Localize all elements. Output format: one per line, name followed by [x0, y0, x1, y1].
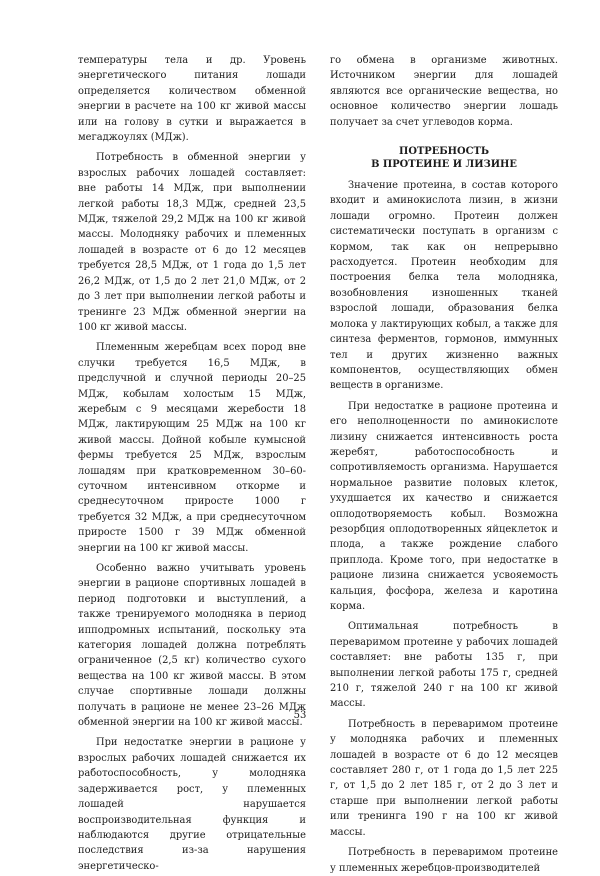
- paragraph: Значение протеина, в состав которого входит и аминокислота лизин, в жизни лошади огромно. Протеин должен систематически поступать в организм с кормом, так как он непрерывно расходуется. Протеин необходим для построения белка тела молодняка, возобновления изношенных тканей взрослой лошади, образования белка молока у лактирующих кобыл, а также для синтеза ферментов, гормонов, иммунных тел и других жизненно важных компонентов, осуществляющих обмен веществ в организме.: [330, 180, 558, 392]
- section-heading: ПОТРЕБНОСТЬ В ПРОТЕИНЕ И ЛИЗИНЕ: [371, 146, 517, 170]
- paragraph: При недостатке в рационе протеина и его неполноценности по аминокислоте лизину снижается интенсивность роста жеребят, работоспособность и сопротивляемость организма. Нарушается нормальное развитие половых клеток, ухудшается их качество и снижается оплодотворяемость кобыл. Возможна резорбция оплодотворенных яйцеклеток и плода, а также рождение слабого приплода. Кроме того, при недостатке в рационе лизина снижается усвояемость кальция, фосфора, железа и каротина корма.: [330, 400, 558, 612]
- page-number: 53: [293, 710, 307, 721]
- paragraph: Потребность в обменной энергии у взрослых рабочих лошадей составляет: вне работы 14 МДж, при выполнении легкой работы 18,3 МДж, средней 23,5 МДж, тяжелой 29,2 МДж на 100 кг живой массы. Молодняку рабочих и племенных лошадей в возрасте от 6 до 12 месяцев требуется 28,5 МДж, от 1 года до 1,5 лет 26,2 МДж, от 1,5 до 2 лет 21,0 МДж, от 2 до 3 лет при выполнении легкой работы и тренинге 23 МДж обменной энергии на 100 кг живой массы.: [78, 152, 306, 333]
- paragraph: Племенным жеребцам всех пород вне случки требуется 16,5 МДж, в предслучной и случной периоды 20–25 МДж, кобылам холостым 15 МДж, жеребым с 9 месяцами жеребости 18 МДж, лактирующим 25 МДж на 100 кг живой массы. Дойной кобыле кумысной фермы требуется 25 МДж, взрослым лошадям при кратковременном 30–60-суточном интенсивном откорме и среднесуточном приросте 1000 г требуется 32 МДж, а при среднесуточном приросте 1500 г 39 МДж обменной энергии на 100 кг живой массы.: [78, 342, 306, 554]
- right-column: [330, 53, 558, 876]
- paragraph: Оптимальная потребность в переваримом протеине у рабочих лошадей составляет: вне работы 135 г, при выполнении легкой работы 175 г, средней 210 г, тяжелой 240 г на 100 кг живой массы.: [330, 621, 558, 710]
- paragraph: Потребность в переваримом протеине у молодняка рабочих и племенных лошадей в возрасте от 6 до 12 месяцев составляет 280 г, от 1 года до 1,5 лет 225 г, от 1,5 до 2 лет 185 г, от 2 до 3 лет и старше при выполнении легкой работы или тренинга 190 г на 100 кг живой массы.: [330, 718, 558, 838]
- paragraph: При недостатке энергии в рационе у взрослых рабочих лошадей снижается их работоспособность, у молодняка задерживается рост, у племенных лошадей нарушается воспроизводительная функция и наблюдаются другие отрицательные последствия из-за нарушения энергетическо-: [78, 737, 306, 872]
- paragraph: температуры тела и др. Уровень энергетического питания лошади определяется количеством обменной энергии в расчете на 100 кг живой массы или на голову в сутки и выражается в мегаджоулях (МДж).: [78, 55, 306, 144]
- paragraph: го обмена в организме животных. Источником энергии для лошадей являются все органические вещества, но основное количество энергии лошадь получает за счет углеводов корма.: [330, 55, 558, 128]
- paragraph: Потребность в переваримом протеине у племенных жеребцов-производителей: [330, 847, 558, 874]
- left-column: [78, 53, 306, 874]
- paragraph: Особенно важно учитывать уровень энергии в рационе спортивных лошадей в период подготовки и выступлений, а также тренируемого молодняка в период ипподромных испытаний, поскольку эта категория лошадей должна потреблять ограниченное (2,5 кг) количество сухого вещества на 100 кг живой массы. В этом случае спортивные лошади должны получать в рационе не менее 23–26 МДж обменной энергии на 100 кг живой массы.: [78, 563, 306, 729]
